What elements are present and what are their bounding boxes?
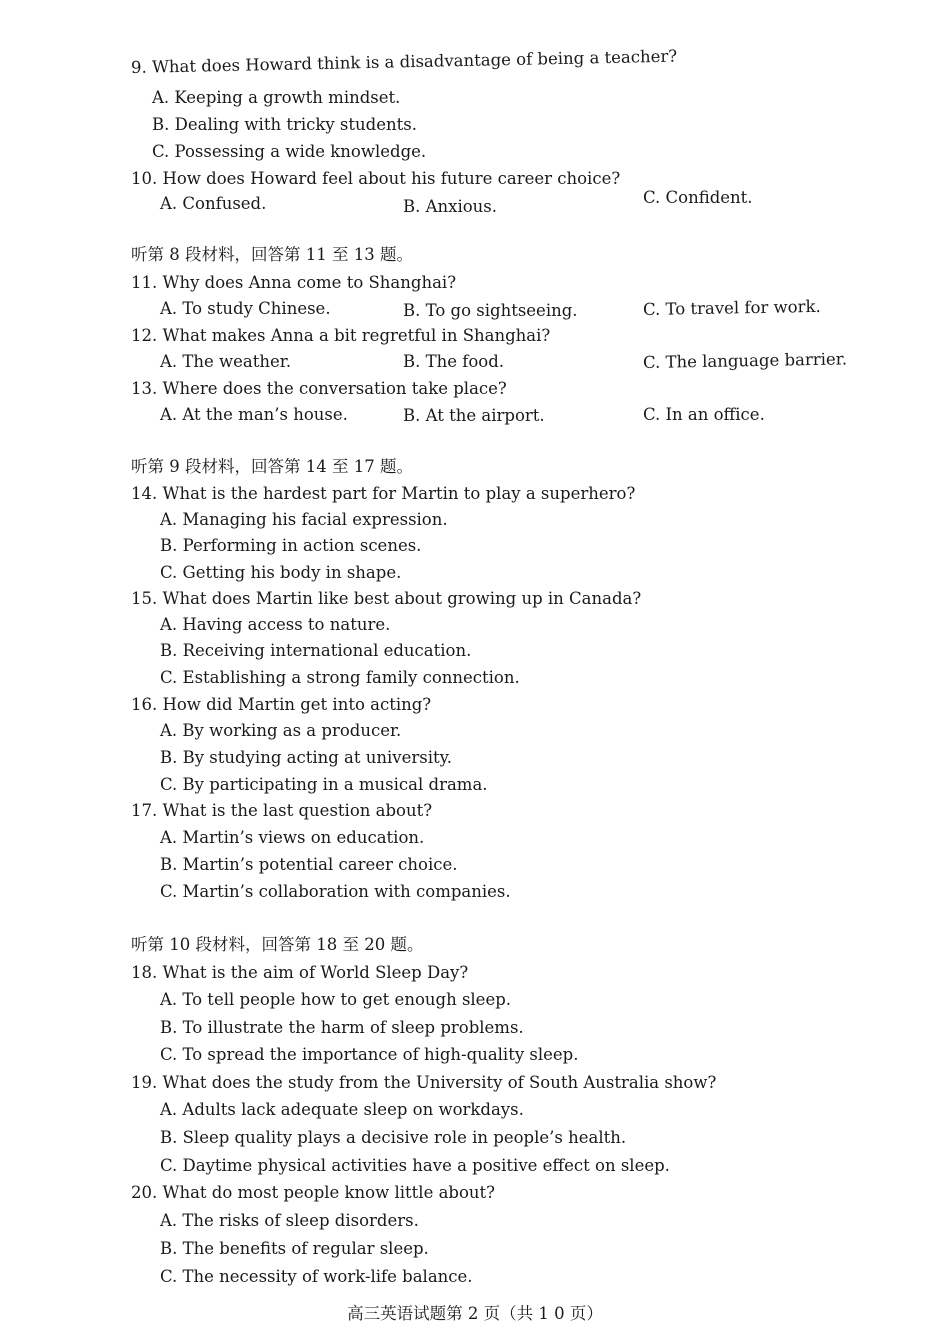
question-10-option-b: B. Anxious. — [403, 197, 498, 216]
question-16-option-b: B. By studying acting at university. — [160, 748, 453, 767]
question-18-option-a: A. To tell people how to get enough sleep. — [160, 990, 512, 1009]
question-9: 9. What does Howard think is a disadvantage of being a teacher? — [130, 46, 678, 77]
question-20-option-c: C. The necessity of work-life balance. — [160, 1267, 473, 1286]
question-17-option-b: B. Martin’s potential career choice. — [160, 855, 458, 874]
question-19-option-c: C. Daytime physical activities have a positive effect on sleep. — [160, 1156, 670, 1175]
question-12: 12. What makes Anna a bit regretful in Shanghai? — [131, 326, 551, 345]
question-10-option-a: A. Confused. — [160, 194, 267, 213]
question-9-option-b: B. Dealing with tricky students. — [152, 115, 417, 134]
question-17-option-c: C. Martin’s collaboration with companies. — [160, 882, 511, 901]
question-11-option-b: B. To go sightseeing. — [403, 301, 578, 320]
question-18: 18. What is the aim of World Sleep Day? — [131, 963, 469, 982]
question-13-option-c: C. In an office. — [643, 405, 765, 424]
question-15: 15. What does Martin like best about growing up in Canada? — [131, 589, 642, 608]
question-16: 16. How did Martin get into acting? — [131, 695, 432, 714]
question-13-option-a: A. At the man’s house. — [160, 405, 348, 424]
question-9-option-c: C. Possessing a wide knowledge. — [152, 142, 427, 161]
question-13-option-b: B. At the airport. — [403, 406, 545, 425]
question-20-option-b: B. The benefits of regular sleep. — [160, 1239, 429, 1258]
question-11: 11. Why does Anna come to Shanghai? — [131, 273, 457, 292]
question-17: 17. What is the last question about? — [131, 801, 433, 820]
question-15-option-b: B. Receiving international education. — [160, 641, 472, 660]
section-8-heading: 听第 8 段材料，回答第 11 至 13 题。 — [131, 245, 413, 264]
question-11-option-a: A. To study Chinese. — [160, 299, 331, 318]
question-18-option-b: B. To illustrate the harm of sleep problems. — [160, 1018, 524, 1037]
question-9-option-a: A. Keeping a growth mindset. — [152, 88, 401, 107]
page-footer: 高三英语试题第 2 页（共 1 0 页） — [347, 1304, 603, 1323]
question-14-option-c: C. Getting his body in shape. — [160, 563, 402, 582]
question-14: 14. What is the hardest part for Martin to play a superhero? — [131, 484, 636, 503]
question-14-option-a: A. Managing his facial expression. — [160, 510, 448, 529]
question-20: 20. What do most people know little about? — [131, 1183, 496, 1202]
section-9-heading: 听第 9 段材料，回答第 14 至 17 题。 — [131, 457, 413, 476]
question-17-option-a: A. Martin’s views on education. — [160, 828, 425, 847]
question-13: 13. Where does the conversation take place? — [131, 379, 507, 398]
question-16-option-a: A. By working as a producer. — [160, 721, 402, 740]
question-20-option-a: A. The risks of sleep disorders. — [160, 1211, 419, 1230]
question-12-option-c: C. The language barrier. — [642, 349, 848, 372]
section-10-heading: 听第 10 段材料，回答第 18 至 20 题。 — [131, 935, 424, 954]
question-10: 10. How does Howard feel about his future career choice? — [131, 169, 621, 188]
question-16-option-c: C. By participating in a musical drama. — [160, 775, 488, 794]
question-19-option-a: A. Adults lack adequate sleep on workdays. — [160, 1100, 524, 1119]
question-14-option-b: B. Performing in action scenes. — [160, 536, 422, 555]
question-10-option-c: C. Confident. — [643, 188, 753, 207]
question-15-option-c: C. Establishing a strong family connection. — [160, 668, 520, 687]
question-15-option-a: A. Having access to nature. — [160, 615, 391, 634]
question-11-option-c: C. To travel for work. — [642, 296, 821, 319]
question-12-option-b: B. The food. — [403, 352, 505, 371]
question-19-option-b: B. Sleep quality plays a decisive role in people’s health. — [160, 1128, 627, 1147]
question-12-option-a: A. The weather. — [160, 352, 292, 371]
question-19: 19. What does the study from the University of South Australia show? — [131, 1073, 717, 1092]
question-18-option-c: C. To spread the importance of high-quality sleep. — [160, 1045, 579, 1064]
